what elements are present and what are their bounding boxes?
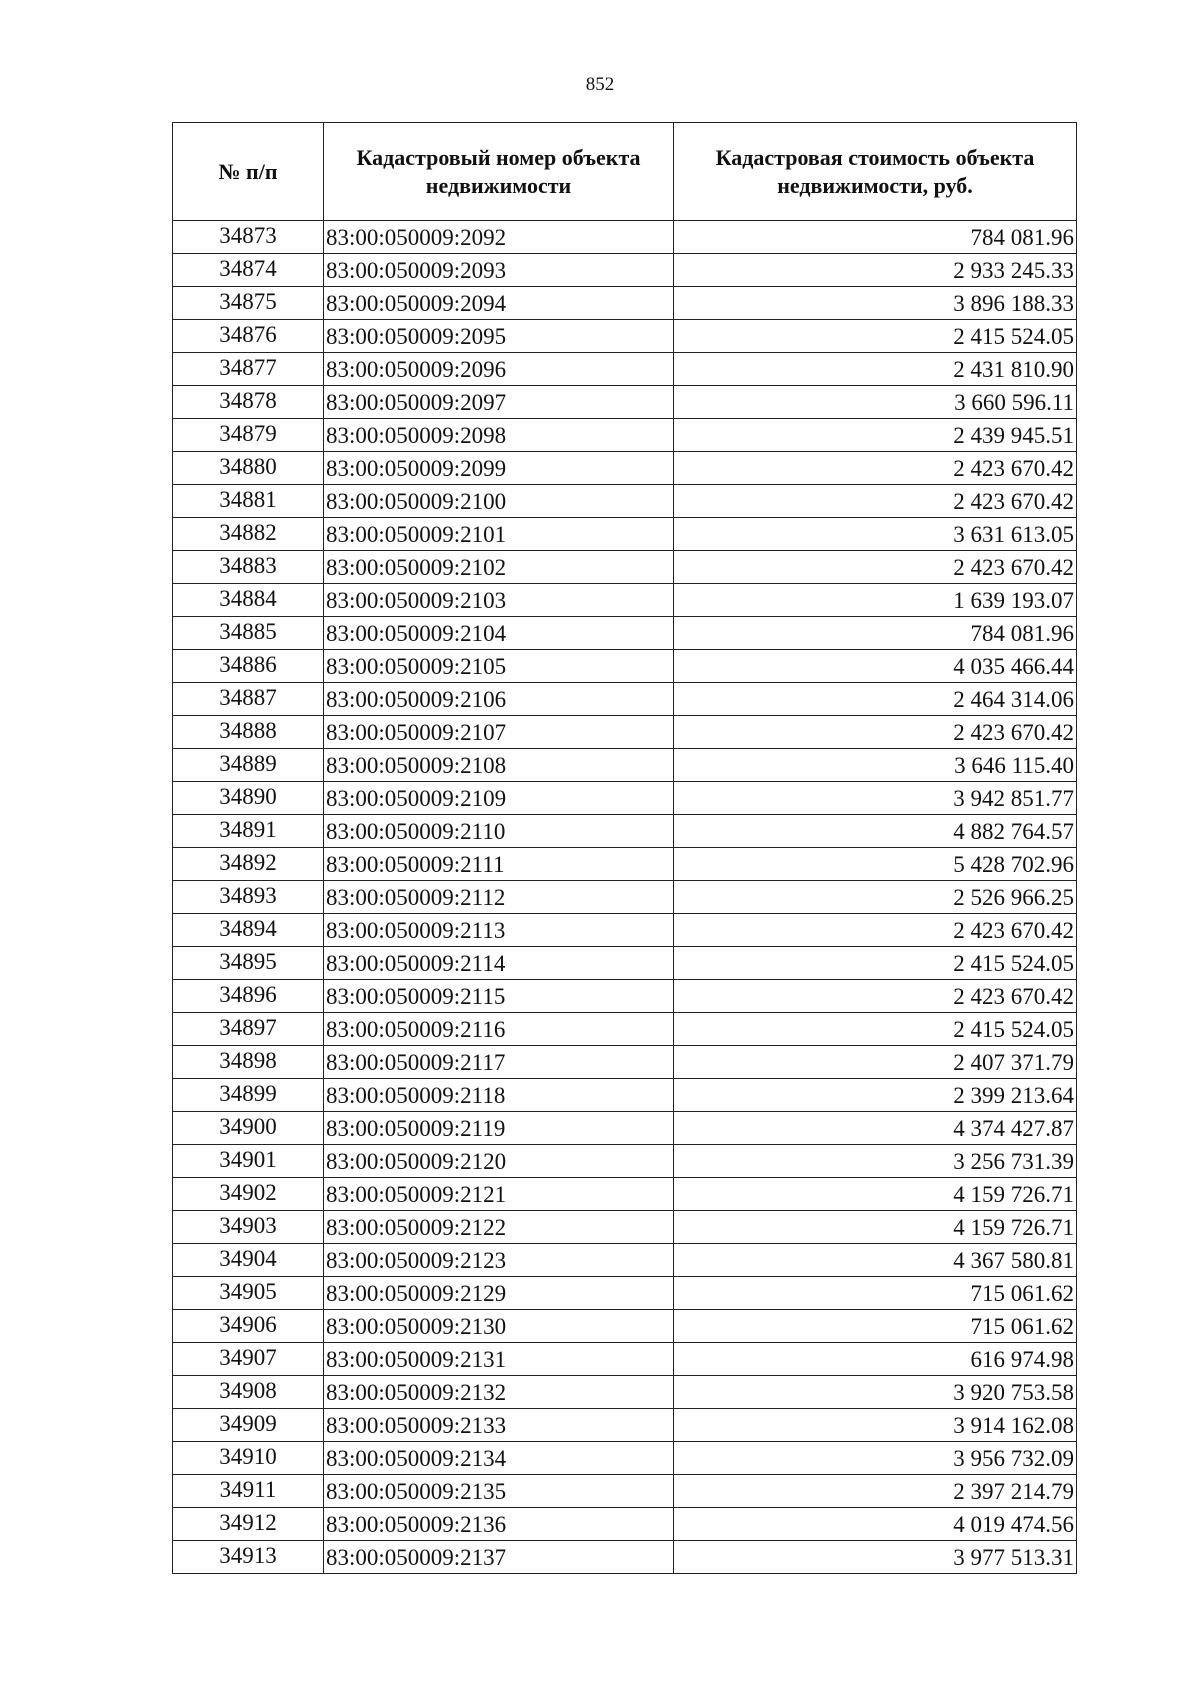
row-number: 34907 [173, 1343, 324, 1376]
cadastral-value: 2 423 670.42 [674, 980, 1077, 1013]
cadastral-number: 83:00:050009:2105 [324, 650, 674, 683]
row-number: 34895 [173, 947, 324, 980]
row-number: 34874 [173, 254, 324, 287]
table-row [173, 1112, 1077, 1145]
row-number: 34880 [173, 452, 324, 485]
table-row [173, 386, 1077, 419]
cadastral-value: 3 896 188.33 [674, 287, 1077, 320]
table-row [173, 1310, 1077, 1343]
table-row [173, 221, 1077, 254]
cadastral-number: 83:00:050009:2094 [324, 287, 674, 320]
cadastral-value: 2 431 810.90 [674, 353, 1077, 386]
cadastral-number: 83:00:050009:2112 [324, 881, 674, 914]
table-row [173, 848, 1077, 881]
table-row [173, 584, 1077, 617]
row-number: 34893 [173, 881, 324, 914]
cadastral-number: 83:00:050009:2098 [324, 419, 674, 452]
cadastral-number: 83:00:050009:2106 [324, 683, 674, 716]
cadastral-value: 2 415 524.05 [674, 1013, 1077, 1046]
row-number: 34877 [173, 353, 324, 386]
row-number: 34898 [173, 1046, 324, 1079]
cadastral-value: 5 428 702.96 [674, 848, 1077, 881]
row-number: 34875 [173, 287, 324, 320]
cadastral-number: 83:00:050009:2116 [324, 1013, 674, 1046]
cadastral-value: 2 423 670.42 [674, 914, 1077, 947]
row-number: 34881 [173, 485, 324, 518]
table-row [173, 1277, 1077, 1310]
cadastral-value: 2 407 371.79 [674, 1046, 1077, 1079]
cadastral-number: 83:00:050009:2132 [324, 1376, 674, 1409]
cadastral-number: 83:00:050009:2104 [324, 617, 674, 650]
cadastral-value: 2 397 214.79 [674, 1475, 1077, 1508]
table-row [173, 1508, 1077, 1541]
row-number: 34873 [173, 221, 324, 254]
table-row [173, 287, 1077, 320]
table-row [173, 1475, 1077, 1508]
row-number: 34894 [173, 914, 324, 947]
row-number: 34892 [173, 848, 324, 881]
cadastral-number: 83:00:050009:2101 [324, 518, 674, 551]
cadastral-value: 4 035 466.44 [674, 650, 1077, 683]
header-num: № п/п [173, 123, 324, 221]
cadastral-number: 83:00:050009:2122 [324, 1211, 674, 1244]
cadastral-value: 2 439 945.51 [674, 419, 1077, 452]
cadastral-number: 83:00:050009:2102 [324, 551, 674, 584]
table-row [173, 782, 1077, 815]
cadastral-value: 784 081.96 [674, 221, 1077, 254]
cadastral-number: 83:00:050009:2113 [324, 914, 674, 947]
table-row [173, 1376, 1077, 1409]
table-row [173, 1244, 1077, 1277]
row-number: 34910 [173, 1442, 324, 1475]
cadastral-number: 83:00:050009:2121 [324, 1178, 674, 1211]
table-row [173, 617, 1077, 650]
cadastral-value: 784 081.96 [674, 617, 1077, 650]
cadastral-value: 1 639 193.07 [674, 584, 1077, 617]
row-number: 34897 [173, 1013, 324, 1046]
row-number: 34908 [173, 1376, 324, 1409]
table-row [173, 1541, 1077, 1574]
cadastral-value: 715 061.62 [674, 1310, 1077, 1343]
table-row [173, 1013, 1077, 1046]
cadastral-value: 4 374 427.87 [674, 1112, 1077, 1145]
cadastral-value: 2 399 213.64 [674, 1079, 1077, 1112]
cadastral-number: 83:00:050009:2123 [324, 1244, 674, 1277]
row-number: 34890 [173, 782, 324, 815]
row-number: 34902 [173, 1178, 324, 1211]
cadastral-value: 2 423 670.42 [674, 485, 1077, 518]
cadastral-number: 83:00:050009:2111 [324, 848, 674, 881]
row-number: 34883 [173, 551, 324, 584]
table-row [173, 1178, 1077, 1211]
table-row [173, 716, 1077, 749]
cadastral-value: 715 061.62 [674, 1277, 1077, 1310]
cadastral-value: 2 423 670.42 [674, 551, 1077, 584]
table-row [173, 683, 1077, 716]
row-number: 34879 [173, 419, 324, 452]
row-number: 34904 [173, 1244, 324, 1277]
table-row [173, 650, 1077, 683]
cadastral-number: 83:00:050009:2103 [324, 584, 674, 617]
row-number: 34899 [173, 1079, 324, 1112]
cadastral-value: 2 423 670.42 [674, 716, 1077, 749]
cadastral-number: 83:00:050009:2100 [324, 485, 674, 518]
table-header [173, 123, 1077, 221]
cadastral-value: 3 956 732.09 [674, 1442, 1077, 1475]
row-number: 34888 [173, 716, 324, 749]
row-number: 34889 [173, 749, 324, 782]
cadastral-number: 83:00:050009:2108 [324, 749, 674, 782]
cadastral-number: 83:00:050009:2110 [324, 815, 674, 848]
row-number: 34876 [173, 320, 324, 353]
cadastral-number: 83:00:050009:2137 [324, 1541, 674, 1574]
cadastral-value: 3 256 731.39 [674, 1145, 1077, 1178]
cadastral-number: 83:00:050009:2109 [324, 782, 674, 815]
table-row [173, 551, 1077, 584]
cadastral-value: 616 974.98 [674, 1343, 1077, 1376]
table-row [173, 881, 1077, 914]
cadastral-number: 83:00:050009:2131 [324, 1343, 674, 1376]
header-cadastral-value: Кадастровая стоимость объекта недвижимости, руб. [674, 123, 1077, 221]
row-number: 34891 [173, 815, 324, 848]
cadastral-value: 3 942 851.77 [674, 782, 1077, 815]
table-row [173, 749, 1077, 782]
row-number: 34906 [173, 1310, 324, 1343]
cadastral-value: 2 526 966.25 [674, 881, 1077, 914]
cadastral-value: 3 977 513.31 [674, 1541, 1077, 1574]
cadastral-number: 83:00:050009:2120 [324, 1145, 674, 1178]
table-row [173, 452, 1077, 485]
page-number: 852 [585, 74, 615, 95]
row-number: 34901 [173, 1145, 324, 1178]
cadastral-number: 83:00:050009:2129 [324, 1277, 674, 1310]
table-row [173, 254, 1077, 287]
table-body [173, 221, 1077, 1574]
cadastral-value: 3 631 613.05 [674, 518, 1077, 551]
cadastral-number: 83:00:050009:2118 [324, 1079, 674, 1112]
cadastral-value: 2 423 670.42 [674, 452, 1077, 485]
cadastral-value: 3 660 596.11 [674, 386, 1077, 419]
cadastral-number: 83:00:050009:2136 [324, 1508, 674, 1541]
table-row [173, 518, 1077, 551]
cadastral-number: 83:00:050009:2114 [324, 947, 674, 980]
row-number: 34903 [173, 1211, 324, 1244]
table-row [173, 1079, 1077, 1112]
cadastral-value: 4 159 726.71 [674, 1178, 1077, 1211]
cadastral-value: 3 646 115.40 [674, 749, 1077, 782]
row-number: 34905 [173, 1277, 324, 1310]
row-number: 34886 [173, 650, 324, 683]
row-number: 34878 [173, 386, 324, 419]
table-row [173, 1145, 1077, 1178]
cadastral-number: 83:00:050009:2107 [324, 716, 674, 749]
table-row [173, 1046, 1077, 1079]
table-row [173, 914, 1077, 947]
table-row [173, 353, 1077, 386]
table-row [173, 815, 1077, 848]
cadastral-number: 83:00:050009:2135 [324, 1475, 674, 1508]
row-number: 34896 [173, 980, 324, 1013]
row-number: 34884 [173, 584, 324, 617]
table-row [173, 1409, 1077, 1442]
cadastral-number: 83:00:050009:2117 [324, 1046, 674, 1079]
row-number: 34912 [173, 1508, 324, 1541]
cadastral-number: 83:00:050009:2134 [324, 1442, 674, 1475]
cadastral-number: 83:00:050009:2133 [324, 1409, 674, 1442]
cadastral-value: 3 914 162.08 [674, 1409, 1077, 1442]
table-row [173, 419, 1077, 452]
cadastral-number: 83:00:050009:2097 [324, 386, 674, 419]
cadastral-number: 83:00:050009:2093 [324, 254, 674, 287]
cadastral-number: 83:00:050009:2099 [324, 452, 674, 485]
row-number: 34887 [173, 683, 324, 716]
cadastral-value: 4 367 580.81 [674, 1244, 1077, 1277]
cadastral-number: 83:00:050009:2115 [324, 980, 674, 1013]
cadastral-value: 2 415 524.05 [674, 320, 1077, 353]
cadastral-value: 4 019 474.56 [674, 1508, 1077, 1541]
table-row [173, 320, 1077, 353]
row-number: 34913 [173, 1541, 324, 1574]
cadastral-value: 2 464 314.06 [674, 683, 1077, 716]
table-row [173, 980, 1077, 1013]
row-number: 34909 [173, 1409, 324, 1442]
table-row [173, 1442, 1077, 1475]
cadastral-table [172, 122, 1077, 1574]
row-number: 34900 [173, 1112, 324, 1145]
row-number: 34885 [173, 617, 324, 650]
cadastral-number: 83:00:050009:2095 [324, 320, 674, 353]
table-row [173, 947, 1077, 980]
cadastral-number: 83:00:050009:2096 [324, 353, 674, 386]
cadastral-number: 83:00:050009:2092 [324, 221, 674, 254]
table-row [173, 1211, 1077, 1244]
cadastral-value: 2 933 245.33 [674, 254, 1077, 287]
header-row [173, 123, 1077, 221]
cadastral-number: 83:00:050009:2130 [324, 1310, 674, 1343]
table-row [173, 1343, 1077, 1376]
header-cadastral-number: Кадастровый номер объекта недвижимости [324, 123, 674, 221]
cadastral-value: 2 415 524.05 [674, 947, 1077, 980]
table-row [173, 485, 1077, 518]
cadastral-value: 4 159 726.71 [674, 1211, 1077, 1244]
cadastral-value: 4 882 764.57 [674, 815, 1077, 848]
row-number: 34911 [173, 1475, 324, 1508]
row-number: 34882 [173, 518, 324, 551]
cadastral-number: 83:00:050009:2119 [324, 1112, 674, 1145]
cadastral-value: 3 920 753.58 [674, 1376, 1077, 1409]
